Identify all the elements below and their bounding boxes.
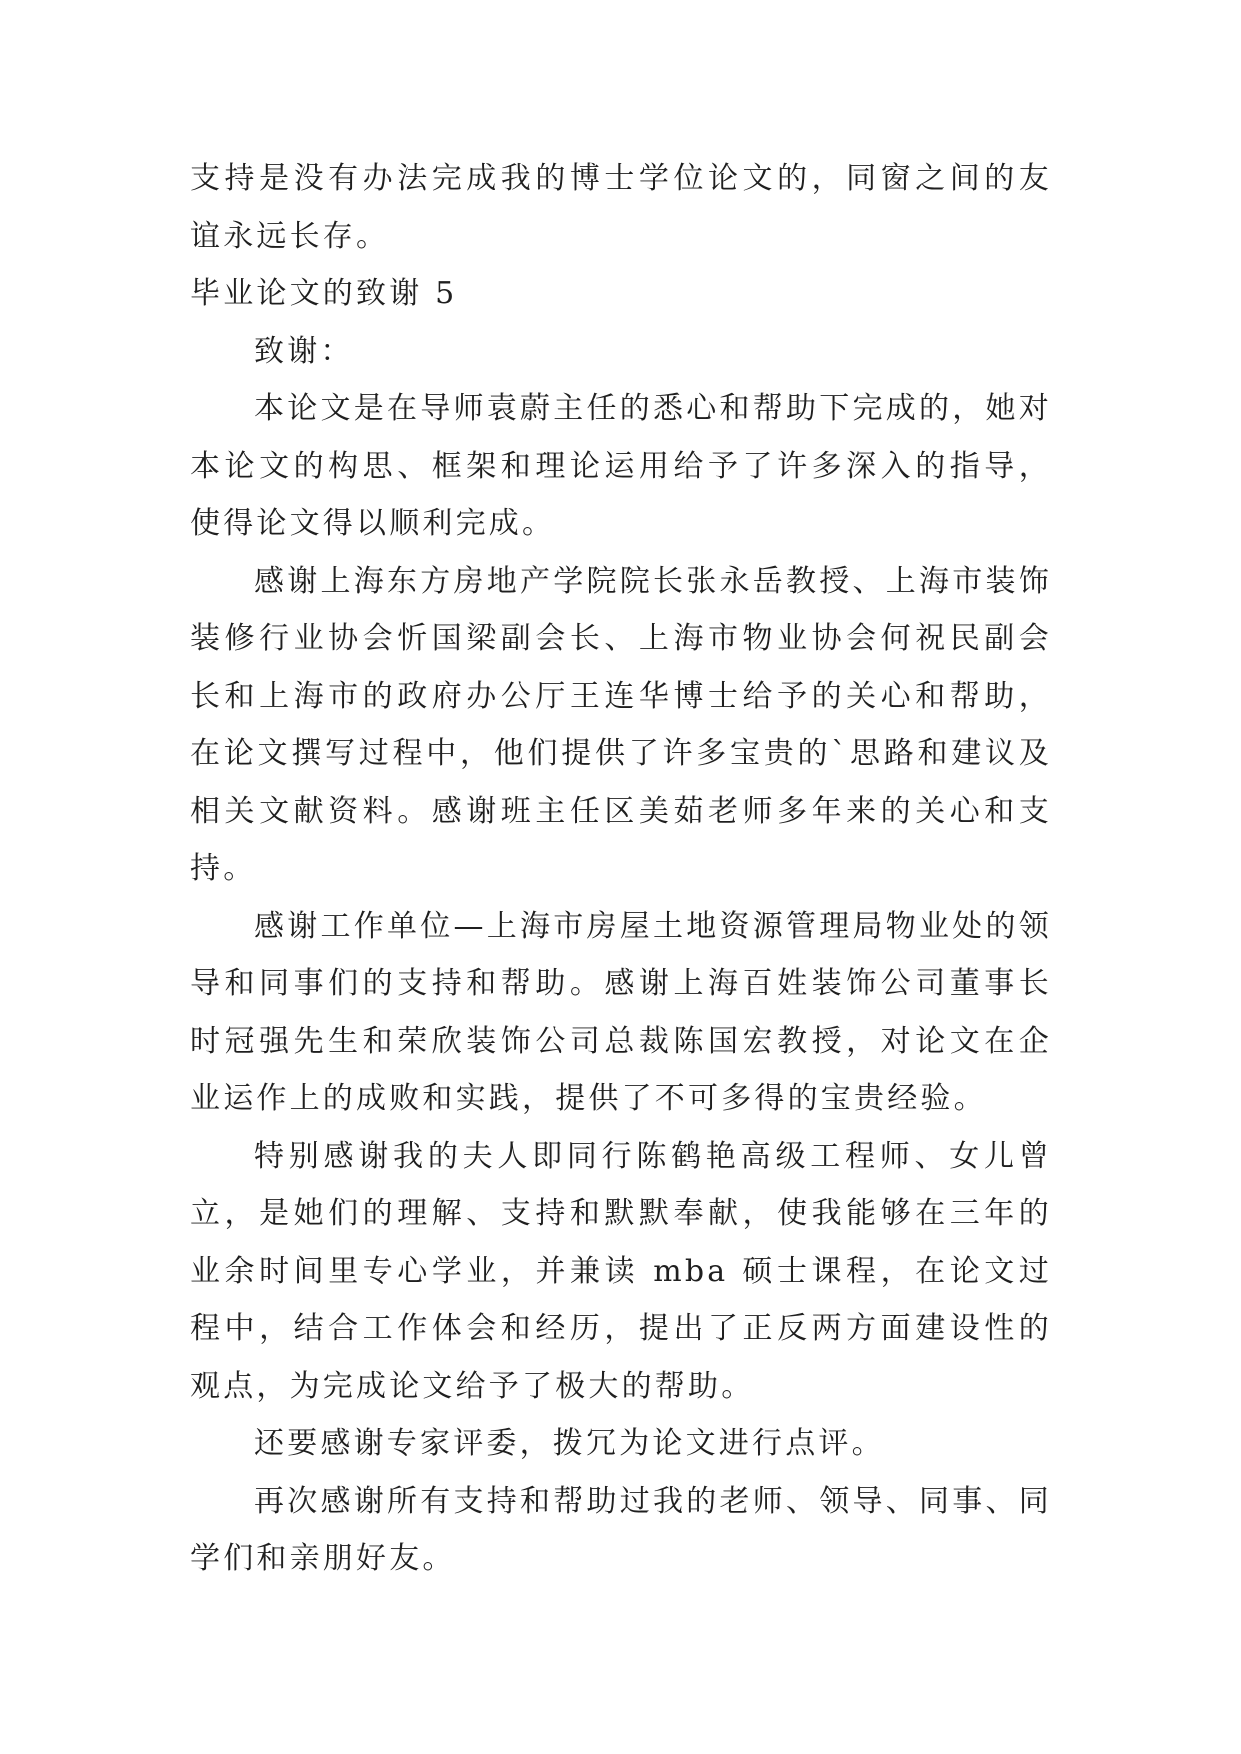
paragraph-closing: 再次感谢所有支持和帮助过我的老师、领导、同事、同学们和亲朋好友。 [190,1483,1052,1576]
paragraph-colleagues: 感谢上海东方房地产学院院长张永岳教授、上海市装饰装修行业协会忻国梁副会长、上海市物业协会何祝民副会长和上海市的政府办公厅王连华博士给予的关心和帮助，在论文撰写过程中，他们提供了许多宝贵的`思路和建议及相关文献资料。感谢班主任区美茹老师多年来的关心和支持。 [190,563,1052,886]
paragraph-advisor: 本论文是在导师袁蔚主任的悉心和帮助下完成的，她对本论文的构思、框架和理论运用给予了许多深入的指导，使得论文得以顺利完成。 [190,391,1052,541]
section-heading: 毕业论文的致谢 5 [190,276,458,311]
paragraph-reviewers: 还要感谢专家评委，拨冗为论文进行点评。 [254,1426,885,1461]
paragraph-workplace: 感谢工作单位—上海市房屋土地资源管理局物业处的领导和同事们的支持和帮助。感谢上海百姓装饰公司董事长时冠强先生和荣欣装饰公司总裁陈国宏教授，对论文在企业运作上的成败和实践，提供了不可多得的宝贵经验。 [190,908,1052,1116]
document-body [190,150,1052,1588]
paragraph-continuation: 支持是没有办法完成我的博士学位论文的，同窗之间的友谊永远长存。 [190,161,1052,254]
paragraph-family: 特别感谢我的夫人即同行陈鹤艳高级工程师、女儿曾立，是她们的理解、支持和默默奉献，使我能够在三年的业余时间里专心学业，并兼读 mba 硕士课程，在论文过程中，结合工作体会和经历，提出了正反两方面建设性的观点，为完成论文给予了极大的帮助。 [190,1138,1052,1404]
acknowledgement-label: 致谢： [254,333,354,369]
